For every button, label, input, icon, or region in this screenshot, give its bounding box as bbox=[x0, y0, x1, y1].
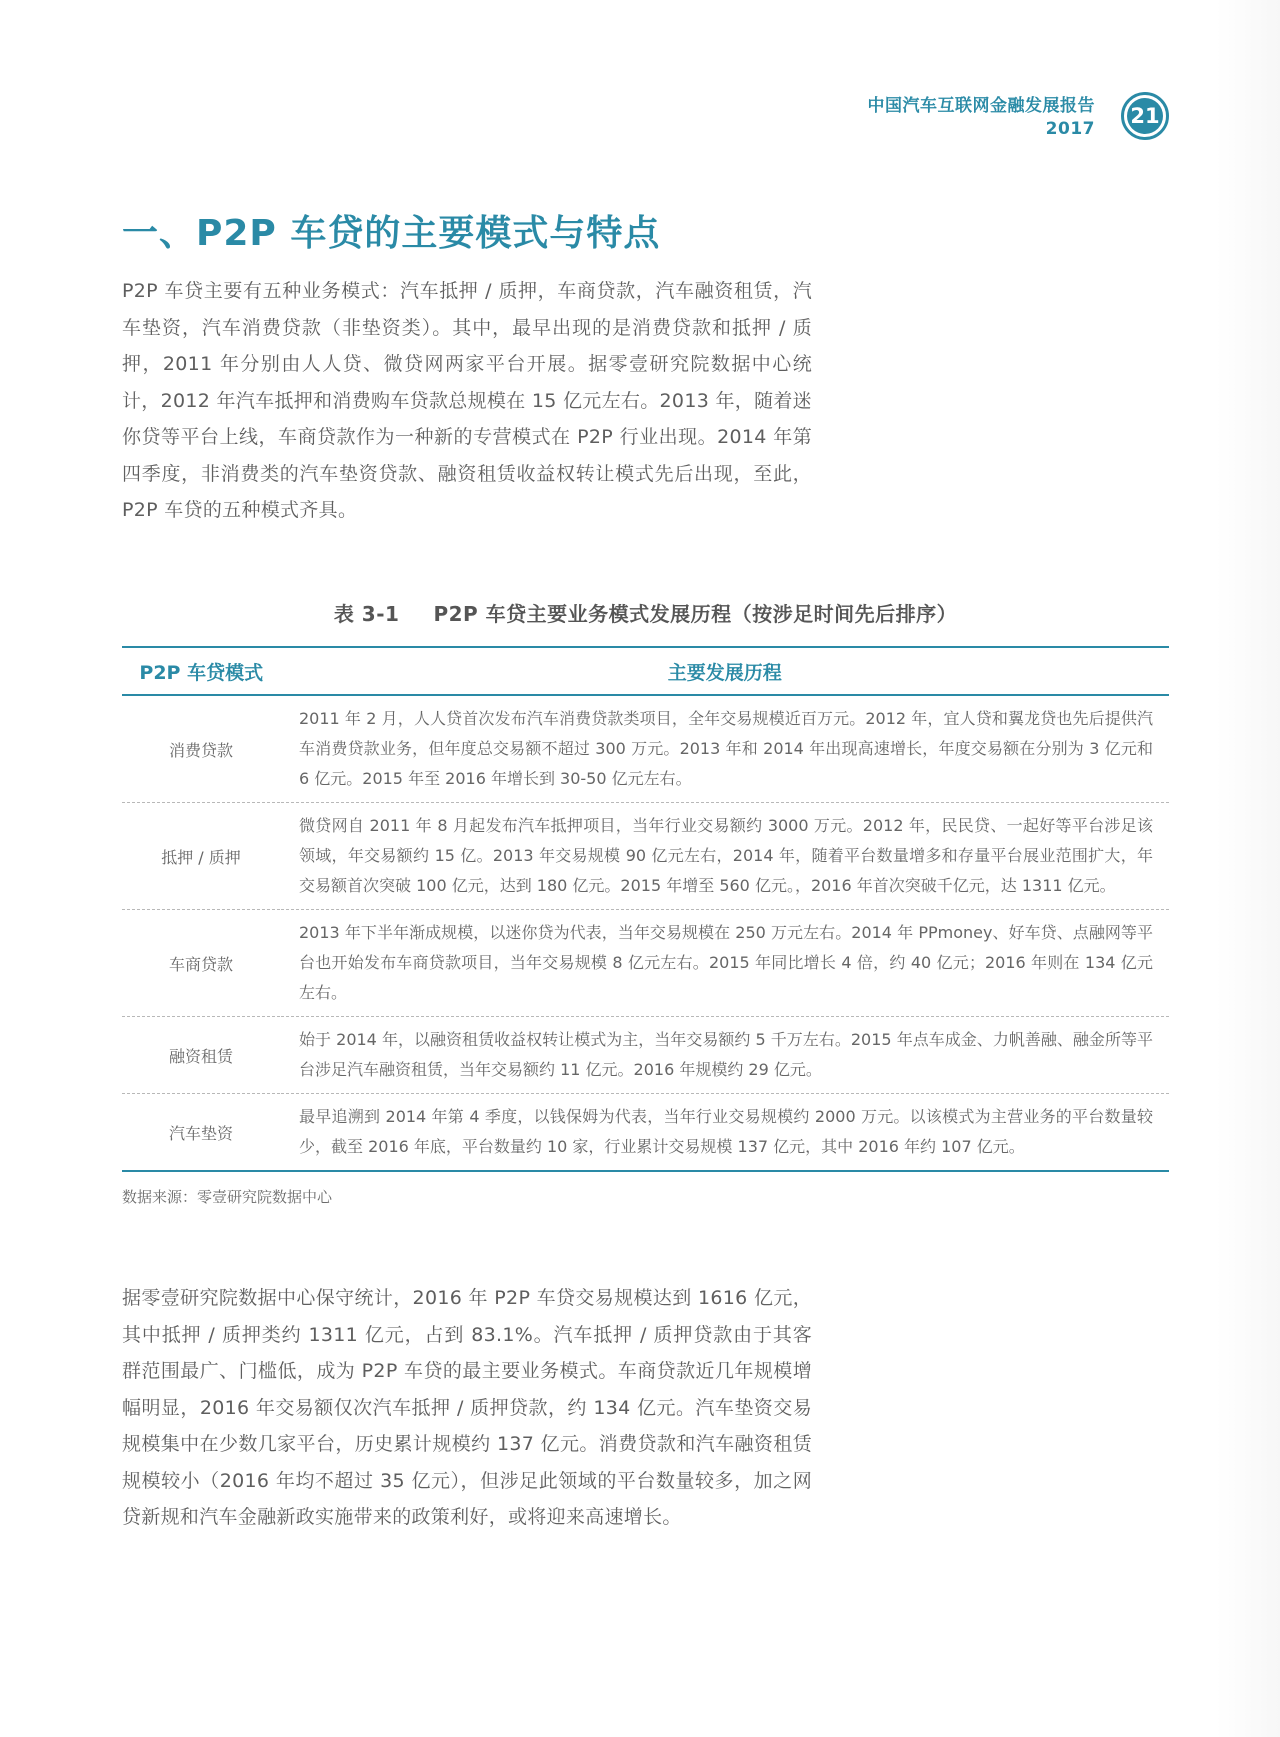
history-cell: 微贷网自 2011 年 8 月起发布汽车抵押项目，当年行业交易额约 3000 万元。2012 年，民民贷、一起好等平台涉足该领域，年交易额约 15 亿。2013 年交易规模 90 亿元左右，2014 年，随着平台数量增多和存量平台展业范围扩大，年交易额首次突破 100 亿元，达到 180 亿元。2015 年增至 560 亿元。，2016 年首次突破千亿元，达 1311 亿元。 bbox=[281, 803, 1170, 910]
mode-cell: 汽车垫资 bbox=[168, 1123, 233, 1143]
page-number: 21 bbox=[1127, 98, 1163, 134]
table-caption-number: 表 3-1 bbox=[333, 602, 400, 626]
history-cell: 始于 2014 年，以融资租赁收益权转让模式为主，当年交易额约 5 千万左右。2015 年点车成金、力帆善融、融金所等平台涉足汽车融资租赁，当年交易额约 11 亿元。2016 年规模约 29 亿元。 bbox=[281, 1017, 1170, 1094]
table-row bbox=[122, 803, 1169, 910]
table-caption-title: P2P 车贷主要业务模式发展历程（按涉足时间先后排序） bbox=[433, 602, 958, 626]
mode-cell: 抵押 / 质押 bbox=[122, 803, 281, 910]
mode-cell: 消费贷款 bbox=[122, 695, 281, 803]
history-cell: 2011 年 2 月，人人贷首次发布汽车消费贷款类项目，全年交易规模近百万元。2012 年，宜人贷和翼龙贷也先后提供汽车消费贷款业务，但年度总交易额不超过 300 万元。2013 年和 2014 年出现高速增长，年度交易额在分别为 3 亿元和 6 亿元。2015 年至 2016 年增长到 30-50 亿元左右。 bbox=[281, 695, 1170, 803]
section-title: 一、P2P 车贷的主要模式与特点 bbox=[122, 213, 661, 254]
body-paragraph-intro: P2P 车贷主要有五种业务模式：汽车抵押 / 质押，车商贷款，汽车融资租赁，汽车垫资，汽车消费贷款（非垫资类）。其中，最早出现的是消费贷款和抵押 / 质押，2011 年分别由人人贷、微贷网两家平台开展。据零壹研究院数据中心统计，2012 年汽车抵押和消费购车贷款总规模在 15 亿元左右。2013 年，随着迷你贷等平台上线，车商贷款作为一种新的专营模式在 P2P 行业出现。2014 年第四季度，非消费类的汽车垫资贷款、融资租赁收益权转让模式先后出现，至此，P2P 车贷的五种模式齐具。 bbox=[122, 280, 812, 521]
report-year: 2017 bbox=[1045, 119, 1095, 139]
history-cell: 最早追溯到 2014 年第 4 季度，以钱保姆为代表，当年行业交易规模约 2000 万元。以该模式为主营业务的平台数量较少，截至 2016 年底，平台数量约 10 家，行业累计交易规模 137 亿元，其中 2016 年约 107 亿元。 bbox=[281, 1094, 1170, 1172]
p2p-modes-table bbox=[122, 646, 1169, 1172]
table-row bbox=[122, 695, 1169, 803]
running-head bbox=[868, 95, 1096, 141]
table-caption bbox=[122, 598, 1169, 627]
mode-cell: 融资租赁 bbox=[122, 1017, 281, 1094]
table-header-row bbox=[122, 647, 1169, 695]
history-cell: 2013 年下半年渐成规模，以迷你贷为代表，当年交易规模在 250 万元左右。2014 年 PPmoney、好车贷、点融网等平台也开始发布车商贷款项目，当年交易规模 8 亿元左右。2015 年同比增长 4 倍，约 40 亿元；2016 年则在 134 亿元左右。 bbox=[281, 910, 1170, 1017]
report-title: 中国汽车互联网金融发展报告 bbox=[867, 96, 1095, 116]
body-paragraph-summary: 据零壹研究院数据中心保守统计，2016 年 P2P 车贷交易规模达到 1616 亿元，其中抵押 / 质押类约 1311 亿元，占到 83.1%。汽车抵押 / 质押贷款由于其客群范围最广、门槛低，成为 P2P 车贷的最主要业务模式。车商贷款近几年规模增幅明显，2016 年交易额仅次汽车抵押 / 质押贷款，约 134 亿元。汽车垫资交易规模集中在少数几家平台，历史累计规模约 137 亿元。消费贷款和汽车融资租赁规模较小（2016 年均不超过 35 亿元），但涉足此领域的平台数量较多，加之网贷新规和汽车金融新政实施带来的政策利好，或将迎来高速增长。 bbox=[122, 1287, 812, 1528]
table-row bbox=[122, 910, 1169, 1017]
column-header-history: 主要发展历程 bbox=[281, 647, 1170, 695]
table-row bbox=[122, 1094, 1169, 1172]
table-row bbox=[122, 1017, 1169, 1094]
table-source-note: 数据来源：零壹研究院数据中心 bbox=[122, 1188, 333, 1206]
page-number-badge bbox=[1121, 92, 1169, 140]
mode-cell: 车商贷款 bbox=[122, 910, 281, 1017]
column-header-mode: P2P 车贷模式 bbox=[122, 647, 281, 695]
